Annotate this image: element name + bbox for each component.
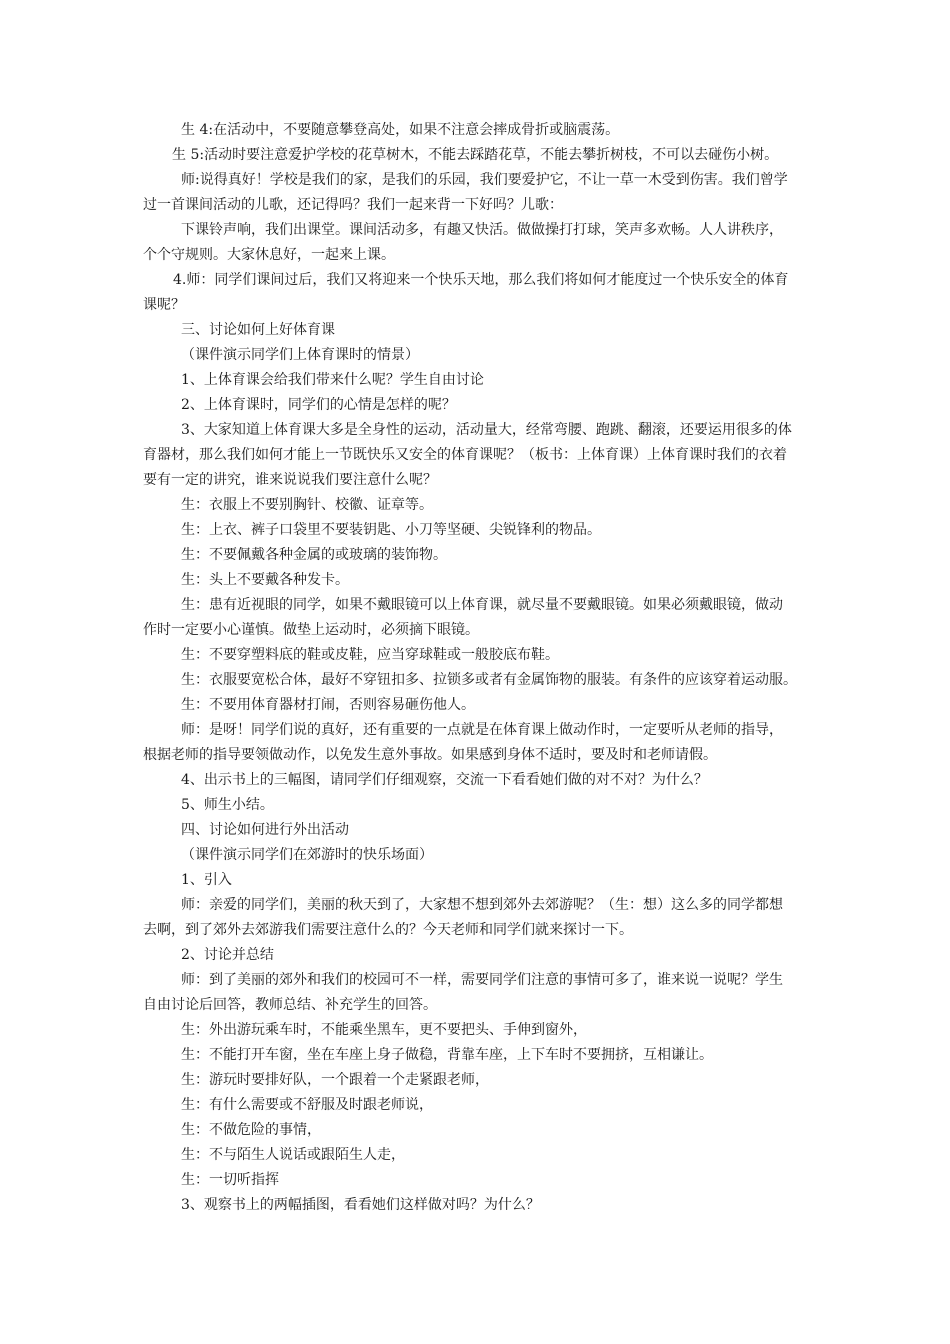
text-line: 生：有什么需要或不舒服及时跟老师说， — [181, 1097, 433, 1113]
text-line: 3、观察书上的两幅插图，看看她们这样做对吗？为什么？ — [181, 1197, 540, 1213]
paragraph — [181, 843, 851, 868]
text-line: 生：不要用体育器材打闹，否则容易砸伤他人。 — [181, 697, 475, 713]
text-line: 生：衣服要宽松合体，最好不穿钮扣多、拉锁多或者有金属饰物的服装。有条件的应该穿着运动服。 — [181, 672, 797, 688]
paragraph — [181, 768, 851, 793]
section-heading — [181, 818, 851, 843]
text-line: 作时一定要小心谨慎。做垫上运动时，必须摘下眼镜。 — [143, 622, 479, 638]
section-heading — [181, 318, 851, 343]
text-line: 生：不要佩戴各种金属的或玻璃的装饰物。 — [181, 547, 447, 563]
paragraph — [181, 543, 851, 568]
text-line: 生：衣服上不要别胸针、校徽、证章等。 — [181, 497, 433, 513]
text-line: 生：患有近视眼的同学，如果不戴眼镜可以上体育课，就尽量不要戴眼镜。如果必须戴眼镜，做动 — [181, 597, 783, 613]
text-line: 4、出示书上的三幅图，请同学们仔细观察，交流一下看看她们做的对不对？为什么？ — [181, 772, 708, 788]
text-line: 生 4:在活动中，不要随意攀登高处，如果不注意会摔成骨折或脑震荡。 — [181, 122, 620, 138]
text-line: 师：到了美丽的郊外和我们的校园可不一样，需要同学们注意的事情可多了，谁来说一说呢？学生 — [181, 972, 783, 988]
text-line: 生：外出游玩乘车时，不能乘坐黑车，更不要把头、手伸到窗外， — [181, 1022, 587, 1038]
paragraph — [181, 793, 851, 818]
text-line: 5、师生小结。 — [181, 797, 274, 813]
paragraph — [181, 393, 851, 418]
text-line: （课件演示同学们上体育课时的情景） — [181, 347, 419, 363]
text-line: 师：亲爱的同学们，美丽的秋天到了，大家想不想到郊外去郊游呢？（生：想）这么多的同学都想 — [181, 897, 783, 913]
paragraph — [181, 868, 851, 893]
paragraph — [181, 693, 851, 718]
text-line: 4.师：同学们课间过后，我们又将迎来一个快乐天地，那么我们将如何才能度过一个快乐安全的体育 — [173, 272, 789, 288]
text-line: 过一首课间活动的儿歌，还记得吗？我们一起来背一下好吗？儿歌： — [143, 197, 563, 213]
paragraph — [143, 168, 813, 218]
text-line: 要有一定的讲究，谁来说说我们要注意什么呢？ — [143, 472, 437, 488]
paragraph — [143, 718, 813, 768]
text-line: 师:说得真好！学校是我们的家，是我们的乐园，我们要爱护它，不让一草一木受到伤害。我们曾学 — [181, 172, 788, 188]
text-line: （课件演示同学们在郊游时的快乐场面） — [181, 847, 433, 863]
paragraph — [143, 218, 813, 268]
text-line: 三、讨论如何上好体育课 — [181, 322, 335, 338]
text-line: 2、上体育课时，同学们的心情是怎样的呢？ — [181, 397, 456, 413]
text-line: 生：上衣、裤子口袋里不要装钥匙、小刀等坚硬、尖锐锋利的物品。 — [181, 522, 601, 538]
paragraph — [172, 143, 842, 168]
paragraph — [181, 1068, 851, 1093]
paragraph — [181, 1193, 851, 1218]
paragraph — [143, 893, 813, 943]
text-line: 师：是呀！同学们说的真好，还有重要的一点就是在体育课上做动作时，一定要听从老师的指导， — [181, 722, 783, 738]
text-line: 3、大家知道上体育课大多是全身性的运动，活动量大，经常弯腰、跑跳、翻滚，还要运用很多的体 — [181, 422, 792, 438]
paragraph — [181, 943, 851, 968]
text-line: 下课铃声响，我们出课堂。课间活动多，有趣又快活。做做操打打球，笑声多欢畅。人人讲秩序， — [181, 222, 783, 238]
text-line: 生 5:活动时要注意爱护学校的花草树木，不能去踩踏花草，不能去攀折树枝，不可以去碰伤小树。 — [172, 147, 779, 163]
paragraph — [143, 968, 813, 1018]
text-line: 生：头上不要戴各种发卡。 — [181, 572, 349, 588]
text-line: 生：一切听指挥 — [181, 1172, 279, 1188]
paragraph — [143, 268, 813, 318]
text-line: 课呢？ — [143, 297, 185, 313]
text-line: 个个守规则。大家休息好，一起来上课。 — [143, 247, 395, 263]
text-line: 四、讨论如何进行外出活动 — [181, 822, 349, 838]
paragraph — [181, 1093, 851, 1118]
paragraph — [181, 1168, 851, 1193]
paragraph — [181, 643, 851, 668]
text-line: 根据老师的指导要领做动作，以免发生意外事故。如果感到身体不适时，要及时和老师请假。 — [143, 747, 717, 763]
paragraph — [181, 1043, 851, 1068]
paragraph — [143, 593, 813, 643]
paragraph — [143, 418, 813, 493]
text-line: 生：不要穿塑料底的鞋或皮鞋，应当穿球鞋或一般胶底布鞋。 — [181, 647, 559, 663]
paragraph — [181, 668, 851, 693]
paragraph — [181, 1118, 851, 1143]
text-line: 生：游玩时要排好队，一个跟着一个走紧跟老师， — [181, 1072, 489, 1088]
text-line: 2、讨论并总结 — [181, 947, 274, 963]
paragraph — [181, 1018, 851, 1043]
paragraph — [181, 118, 851, 143]
paragraph — [181, 368, 851, 393]
paragraph — [181, 493, 851, 518]
paragraph — [181, 1143, 851, 1168]
paragraph — [181, 568, 851, 593]
text-line: 自由讨论后回答，教师总结、补充学生的回答。 — [143, 997, 437, 1013]
text-line: 去啊，到了郊外去郊游我们需要注意什么的？今天老师和同学们就来探讨一下。 — [143, 922, 633, 938]
paragraph — [181, 343, 851, 368]
text-line: 1、引入 — [181, 872, 232, 888]
text-line: 生：不做危险的事情， — [181, 1122, 321, 1138]
text-line: 生：不能打开车窗，坐在车座上身子做稳，背靠车座，上下车时不要拥挤，互相谦让。 — [181, 1047, 713, 1063]
text-line: 1、上体育课会给我们带来什么呢？学生自由讨论 — [181, 372, 484, 388]
text-line: 生：不与陌生人说话或跟陌生人走， — [181, 1147, 405, 1163]
text-line: 育器材，那么我们如何才能上一节既快乐又安全的体育课呢？（板书：上体育课）上体育课时我们的衣着 — [143, 447, 787, 463]
paragraph — [181, 518, 851, 543]
